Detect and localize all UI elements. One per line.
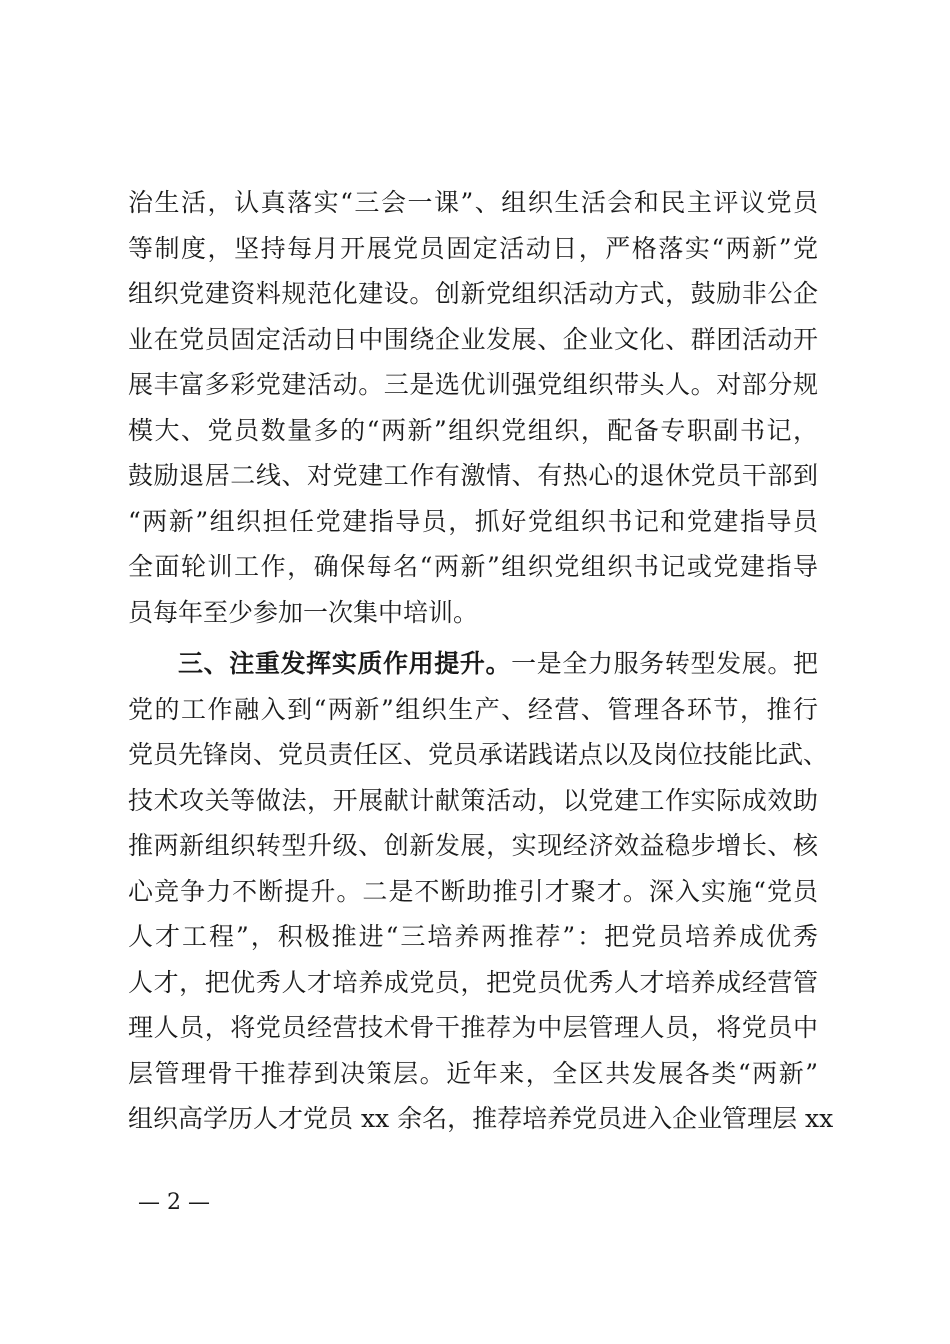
section-three-lead-text: 一是全力服务转型发展。把 [511, 649, 818, 678]
text-line: 人才工程”，积极推进“三培养两推荐”：把党员培养成优秀 [128, 922, 818, 951]
text-line: 展丰富多彩党建活动。三是选优训强党组织带头人。对部分规 [128, 370, 818, 399]
text-line: “两新”组织担任党建指导员，抓好党组织书记和党建指导员 [128, 506, 818, 536]
page-number: — 2 — [138, 1190, 210, 1215]
text-line: 组织高学历人才党员 xx 余名，推荐培养党员进入企业管理层 xx [128, 1104, 834, 1133]
text-line: 技术攻关等做法，开展献计献策活动，以党建工作实际成效助 [128, 785, 818, 815]
text-line: 员每年至少参加一次集中培训。 [128, 597, 479, 627]
section-three-heading: 三、注重发挥实质作用提升。 [178, 649, 512, 678]
text-line: 党员先锋岗、党员责任区、党员承诺践诺点以及岗位技能比武、 [128, 740, 829, 769]
text-line: 模大、党员数量多的“两新”组织党组织，配备专职副书记， [128, 415, 818, 445]
text-line: 人才，把优秀人才培养成党员，把党员优秀人才培养成经营管 [128, 967, 818, 997]
text-line: 理人员，将党员经营技术骨干推荐为中层管理人员，将党员中 [128, 1013, 818, 1042]
text-line: 党的工作融入到“两新”组织生产、经营、管理各环节，推行 [128, 694, 818, 724]
text-line: 业在党员固定活动日中围绕企业发展、企业文化、群团活动开 [128, 324, 818, 354]
text-line: 心竞争力不断提升。二是不断助推引才聚才。深入实施“党员 [128, 876, 818, 906]
section-three-first-line [128, 641, 818, 687]
text-line: 组织党建资料规范化建设。创新党组织活动方式，鼓励非公企 [128, 279, 818, 308]
text-line: 等制度，坚持每月开展党员固定活动日，严格落实“两新”党 [128, 233, 818, 263]
text-line: 全面轮训工作，确保每名“两新”组织党组织书记或党建指导 [128, 552, 818, 581]
text-line: 层管理骨干推荐到决策层。近年来，全区共发展各类“两新” [128, 1058, 818, 1088]
text-line: 推两新组织转型升级、创新发展，实现经济效益稳步增长、核 [128, 831, 818, 860]
text-line: 治生活，认真落实“三会一课”、组织生活会和民主评议党员 [128, 188, 818, 217]
text-line: 鼓励退居二线、对党建工作有激情、有热心的退休党员干部到 [128, 461, 818, 490]
body-text [128, 180, 834, 1142]
